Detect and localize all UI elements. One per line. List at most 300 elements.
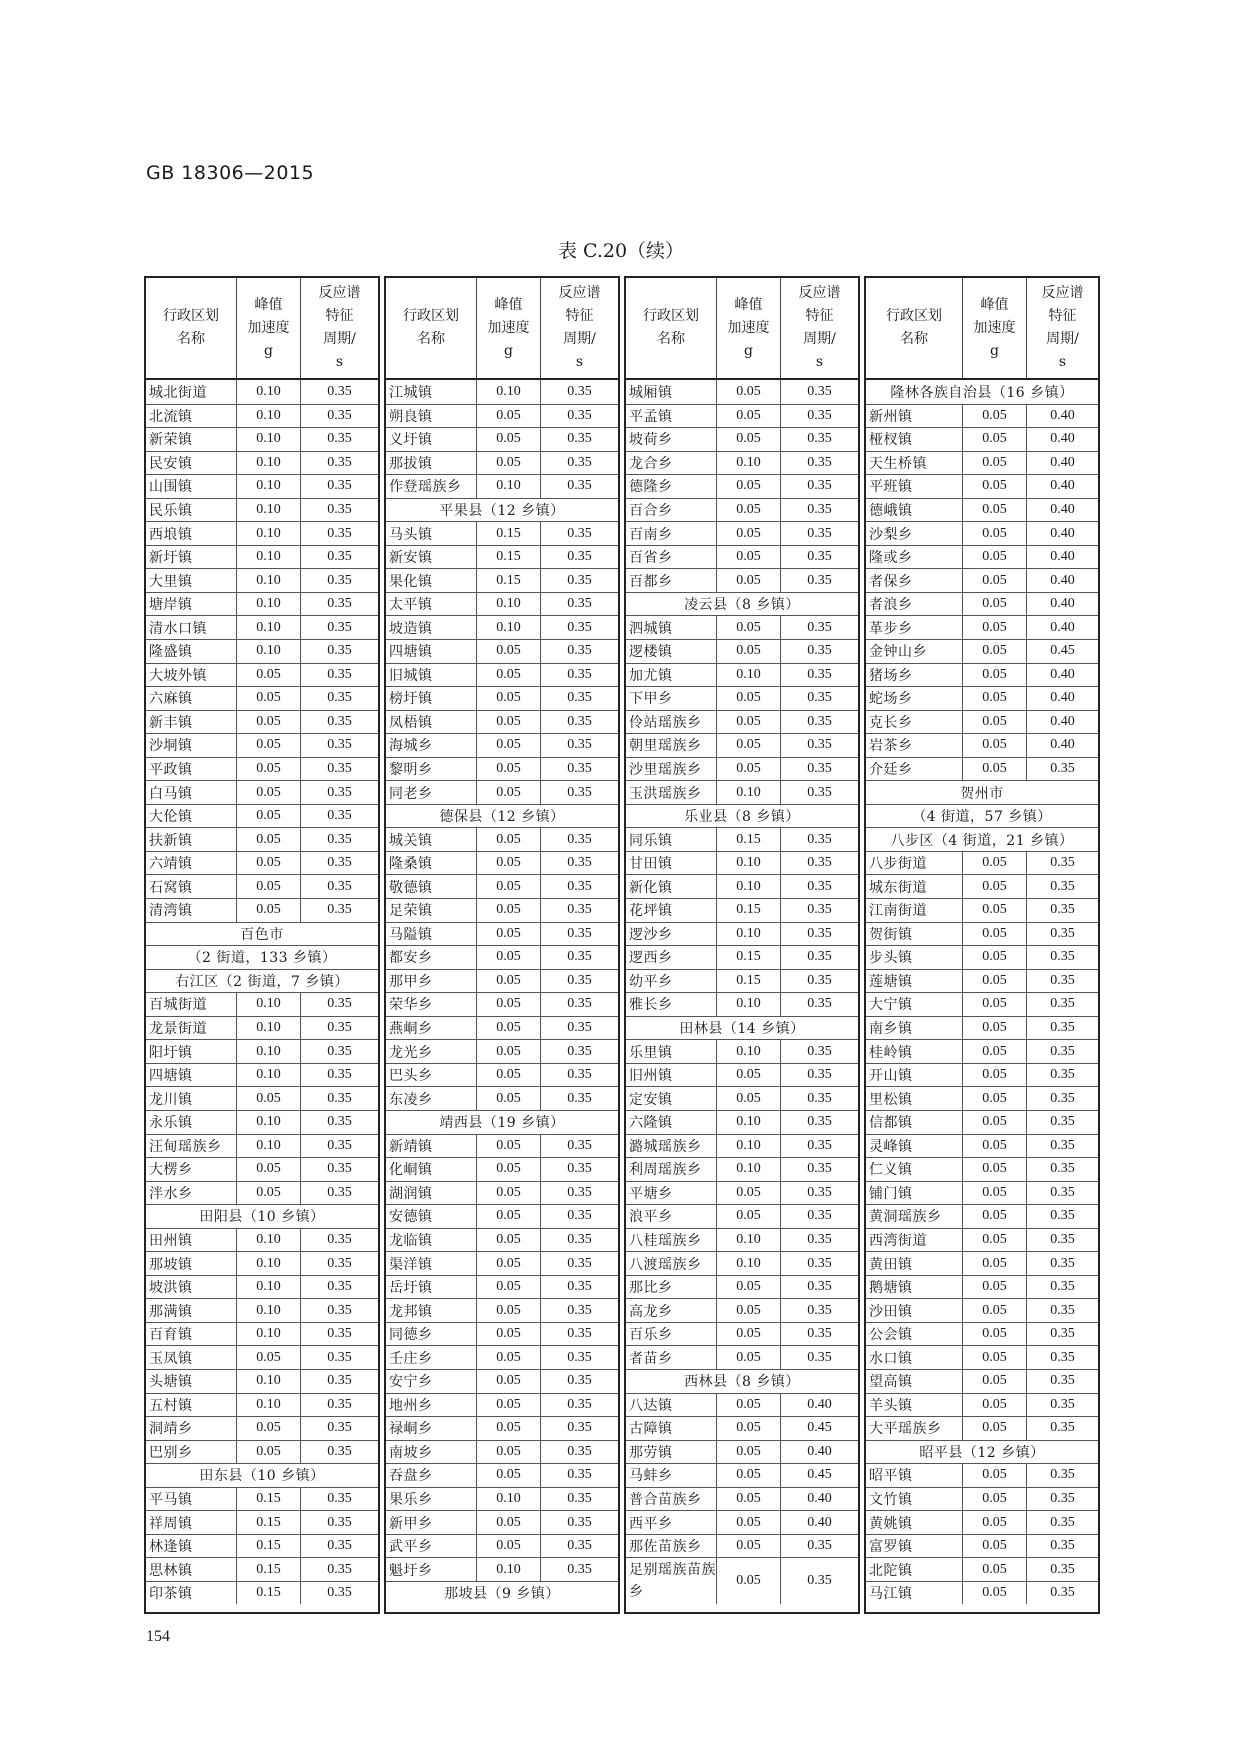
spectrum-period-value: 0.35 bbox=[540, 1040, 618, 1063]
town-name: 玉洪瑶族乡 bbox=[629, 785, 702, 802]
table-title: 表 C.20（续） bbox=[557, 240, 685, 262]
spectrum-period-value: 0.35 bbox=[540, 1535, 618, 1558]
region-group-label: （2 街道，133 乡镇） bbox=[187, 950, 337, 967]
town-name: 望高镇 bbox=[869, 1374, 913, 1391]
peak-acceleration-value: 0.15 bbox=[236, 1558, 300, 1581]
peak-acceleration-value: 0.05 bbox=[716, 1488, 780, 1511]
peak-acceleration-value: 0.05 bbox=[962, 1299, 1026, 1322]
peak-acceleration-value: 0.05 bbox=[236, 758, 300, 781]
peak-acceleration-value: 0.05 bbox=[716, 758, 780, 781]
spectrum-period-value: 0.35 bbox=[780, 1205, 858, 1228]
town-name: 壬庄乡 bbox=[389, 1350, 433, 1367]
table-row bbox=[146, 404, 378, 428]
town-name: 高龙乡 bbox=[629, 1303, 673, 1320]
town-name: 北陀镇 bbox=[869, 1562, 913, 1579]
table-row bbox=[626, 1534, 858, 1558]
table-row bbox=[866, 451, 1098, 475]
town-name: 平班镇 bbox=[869, 479, 913, 496]
spectrum-period-value: 0.35 bbox=[780, 428, 858, 451]
spectrum-period-value: 0.35 bbox=[780, 664, 858, 687]
table-row bbox=[626, 969, 858, 993]
table-row bbox=[626, 451, 858, 475]
table-row bbox=[386, 992, 618, 1016]
peak-acceleration-value: 0.05 bbox=[962, 569, 1026, 592]
spectrum-period-value: 0.35 bbox=[1026, 1087, 1098, 1110]
peak-acceleration-value: 0.05 bbox=[476, 1511, 540, 1534]
peak-acceleration-value: 0.05 bbox=[476, 1158, 540, 1181]
town-name: 下甲乡 bbox=[629, 691, 673, 708]
table-row bbox=[866, 1086, 1098, 1110]
region-group-row bbox=[626, 1369, 858, 1393]
table-body bbox=[624, 380, 860, 1614]
peak-acceleration-value: 0.05 bbox=[236, 805, 300, 828]
town-name: 花坪镇 bbox=[629, 903, 673, 920]
table-body bbox=[384, 380, 620, 1614]
town-name: 朝里瑶族乡 bbox=[629, 738, 702, 755]
spectrum-period-value: 0.40 bbox=[1026, 687, 1098, 710]
table-row bbox=[866, 1557, 1098, 1581]
peak-acceleration-value: 0.05 bbox=[716, 499, 780, 522]
header-admin-name: 行政区划 名称 bbox=[403, 308, 459, 347]
spectrum-period-value: 0.35 bbox=[1026, 1535, 1098, 1558]
table-row bbox=[626, 1393, 858, 1417]
peak-acceleration-value: 0.05 bbox=[716, 1276, 780, 1299]
spectrum-period-value: 0.35 bbox=[780, 1158, 858, 1181]
spectrum-period-value: 0.35 bbox=[300, 640, 378, 663]
town-name: 同老乡 bbox=[389, 785, 433, 802]
table-row bbox=[626, 780, 858, 804]
table-row bbox=[146, 757, 378, 781]
table-row bbox=[626, 1063, 858, 1087]
town-name: 义圩镇 bbox=[389, 432, 433, 449]
spectrum-period-value: 0.35 bbox=[1026, 1229, 1098, 1252]
town-name: 开山镇 bbox=[869, 1068, 913, 1085]
table-row bbox=[626, 1298, 858, 1322]
town-name: 洞靖乡 bbox=[149, 1421, 193, 1438]
table-row bbox=[146, 663, 378, 687]
peak-acceleration-value: 0.05 bbox=[476, 1205, 540, 1228]
spectrum-period-value: 0.35 bbox=[780, 758, 858, 781]
spectrum-period-value: 0.35 bbox=[540, 428, 618, 451]
peak-acceleration-value: 0.05 bbox=[962, 1252, 1026, 1275]
table-row bbox=[866, 1534, 1098, 1558]
table-row bbox=[146, 1110, 378, 1134]
town-name: 化峒镇 bbox=[389, 1162, 433, 1179]
town-name: 龙景街道 bbox=[149, 1021, 207, 1038]
town-name: 敬德镇 bbox=[389, 879, 433, 896]
town-name: 蛇场乡 bbox=[869, 691, 913, 708]
peak-acceleration-value: 0.05 bbox=[962, 1535, 1026, 1558]
table-row bbox=[146, 1134, 378, 1158]
town-name: 沙垌镇 bbox=[149, 738, 193, 755]
town-name: 莲塘镇 bbox=[869, 973, 913, 990]
spectrum-period-value: 0.35 bbox=[1026, 1511, 1098, 1534]
peak-acceleration-value: 0.05 bbox=[476, 828, 540, 851]
table-row bbox=[866, 922, 1098, 946]
town-name: 那拔镇 bbox=[389, 455, 433, 472]
spectrum-period-value: 0.35 bbox=[1026, 899, 1098, 922]
spectrum-period-value: 0.35 bbox=[780, 546, 858, 569]
region-group-row bbox=[626, 1016, 858, 1040]
table-row bbox=[146, 1581, 378, 1605]
town-name: 足别瑶族苗族乡 bbox=[629, 1562, 716, 1601]
table-row bbox=[626, 1228, 858, 1252]
table-row bbox=[626, 1416, 858, 1440]
spectrum-period-value: 0.35 bbox=[300, 1252, 378, 1275]
town-name: 龙合乡 bbox=[629, 455, 673, 472]
spectrum-period-value: 0.35 bbox=[540, 616, 618, 639]
town-name: 那满镇 bbox=[149, 1303, 193, 1320]
spectrum-period-value: 0.35 bbox=[540, 734, 618, 757]
table-row bbox=[146, 686, 378, 710]
peak-acceleration-value: 0.05 bbox=[476, 923, 540, 946]
spectrum-period-value: 0.35 bbox=[780, 1135, 858, 1158]
town-name: 平马镇 bbox=[149, 1491, 193, 1508]
peak-acceleration-value: 0.05 bbox=[716, 428, 780, 451]
peak-acceleration-value: 0.05 bbox=[962, 923, 1026, 946]
peak-acceleration-value: 0.10 bbox=[236, 1370, 300, 1393]
town-name: 阳圩镇 bbox=[149, 1044, 193, 1061]
town-name: 灵峰镇 bbox=[869, 1138, 913, 1155]
table-row bbox=[386, 827, 618, 851]
spectrum-period-value: 0.35 bbox=[780, 405, 858, 428]
table-row bbox=[146, 898, 378, 922]
spectrum-period-value: 0.35 bbox=[780, 923, 858, 946]
peak-acceleration-value: 0.10 bbox=[476, 616, 540, 639]
spectrum-period-value: 0.40 bbox=[1026, 452, 1098, 475]
peak-acceleration-value: 0.05 bbox=[962, 1229, 1026, 1252]
spectrum-period-value: 0.35 bbox=[1026, 1370, 1098, 1393]
spectrum-period-value: 0.35 bbox=[300, 475, 378, 498]
peak-acceleration-value: 0.05 bbox=[476, 1394, 540, 1417]
spectrum-period-value: 0.35 bbox=[540, 569, 618, 592]
standard-code: GB 18306—2015 bbox=[146, 162, 315, 184]
table-row bbox=[866, 1157, 1098, 1181]
town-name: 者保乡 bbox=[869, 573, 913, 590]
table-row bbox=[146, 1063, 378, 1087]
region-group-row bbox=[386, 498, 618, 522]
town-name: 魁圩乡 bbox=[389, 1562, 433, 1579]
table-row bbox=[386, 1369, 618, 1393]
spectrum-period-value: 0.35 bbox=[1026, 1111, 1098, 1134]
peak-acceleration-value: 0.10 bbox=[716, 923, 780, 946]
peak-acceleration-value: 0.05 bbox=[716, 1323, 780, 1346]
table-row bbox=[626, 427, 858, 451]
town-name: 浪平乡 bbox=[629, 1209, 673, 1226]
peak-acceleration-value: 0.10 bbox=[236, 452, 300, 475]
table-row bbox=[386, 451, 618, 475]
table-header bbox=[624, 276, 860, 380]
table-row bbox=[386, 945, 618, 969]
peak-acceleration-value: 0.05 bbox=[962, 1582, 1026, 1605]
town-name: 思林镇 bbox=[149, 1562, 193, 1579]
spectrum-period-value: 0.35 bbox=[300, 1087, 378, 1110]
town-name: 百省乡 bbox=[629, 550, 673, 567]
table-row bbox=[626, 1110, 858, 1134]
peak-acceleration-value: 0.05 bbox=[476, 1087, 540, 1110]
spectrum-period-value: 0.35 bbox=[300, 1582, 378, 1605]
town-name: 大坡外镇 bbox=[149, 667, 207, 684]
peak-acceleration-value: 0.05 bbox=[236, 828, 300, 851]
spectrum-period-value: 0.35 bbox=[1026, 1346, 1098, 1369]
peak-acceleration-value: 0.05 bbox=[962, 1323, 1026, 1346]
spectrum-period-value: 0.35 bbox=[540, 405, 618, 428]
peak-acceleration-value: 0.05 bbox=[476, 1276, 540, 1299]
table-row bbox=[626, 1086, 858, 1110]
spectrum-period-value: 0.35 bbox=[540, 970, 618, 993]
spectrum-period-value: 0.35 bbox=[540, 664, 618, 687]
spectrum-period-value: 0.35 bbox=[540, 1370, 618, 1393]
peak-acceleration-value: 0.05 bbox=[962, 1276, 1026, 1299]
table-row bbox=[146, 804, 378, 828]
town-name: 马江镇 bbox=[869, 1586, 913, 1603]
spectrum-period-value: 0.45 bbox=[780, 1464, 858, 1487]
peak-acceleration-value: 0.05 bbox=[236, 1158, 300, 1181]
town-name: 龙川镇 bbox=[149, 1091, 193, 1108]
peak-acceleration-value: 0.05 bbox=[476, 1535, 540, 1558]
spectrum-period-value: 0.35 bbox=[1026, 1182, 1098, 1205]
peak-acceleration-value: 0.05 bbox=[962, 593, 1026, 616]
town-name: 海城乡 bbox=[389, 738, 433, 755]
table-row bbox=[866, 615, 1098, 639]
town-name: 者苗乡 bbox=[629, 1350, 673, 1367]
spectrum-period-value: 0.35 bbox=[540, 946, 618, 969]
header-admin-name: 行政区划 名称 bbox=[163, 308, 219, 347]
town-name: 平塘乡 bbox=[629, 1185, 673, 1202]
town-name: 那比乡 bbox=[629, 1280, 673, 1297]
spectrum-period-value: 0.35 bbox=[540, 899, 618, 922]
region-group-label: 靖西县（19 乡镇） bbox=[439, 1115, 565, 1132]
peak-acceleration-value: 0.15 bbox=[236, 1535, 300, 1558]
peak-acceleration-value: 0.05 bbox=[476, 1441, 540, 1464]
peak-acceleration-value: 0.05 bbox=[962, 428, 1026, 451]
town-name: 印茶镇 bbox=[149, 1586, 193, 1603]
table-row bbox=[626, 733, 858, 757]
spectrum-period-value: 0.40 bbox=[1026, 499, 1098, 522]
town-name: 那坡镇 bbox=[149, 1256, 193, 1273]
table-row bbox=[626, 615, 858, 639]
spectrum-period-value: 0.35 bbox=[540, 1299, 618, 1322]
town-name: 山围镇 bbox=[149, 479, 193, 496]
town-name: 潞城瑶族乡 bbox=[629, 1138, 702, 1155]
spectrum-period-value: 0.35 bbox=[780, 687, 858, 710]
town-name: 信都镇 bbox=[869, 1115, 913, 1132]
town-name: 东凌乡 bbox=[389, 1091, 433, 1108]
spectrum-period-value: 0.35 bbox=[300, 993, 378, 1016]
town-name: 雅长乡 bbox=[629, 997, 673, 1014]
town-name: 北流镇 bbox=[149, 408, 193, 425]
peak-acceleration-value: 0.05 bbox=[236, 781, 300, 804]
region-group-label: 田东县（10 乡镇） bbox=[199, 1468, 325, 1485]
peak-acceleration-value: 0.05 bbox=[476, 1064, 540, 1087]
spectrum-period-value: 0.35 bbox=[300, 452, 378, 475]
spectrum-period-value: 0.35 bbox=[1026, 1252, 1098, 1275]
spectrum-period-value: 0.35 bbox=[780, 1252, 858, 1275]
region-group-row bbox=[386, 804, 618, 828]
spectrum-period-value: 0.35 bbox=[780, 640, 858, 663]
table-row bbox=[146, 1345, 378, 1369]
peak-acceleration-value: 0.05 bbox=[476, 781, 540, 804]
peak-acceleration-value: 0.05 bbox=[716, 640, 780, 663]
town-name: 永乐镇 bbox=[149, 1115, 193, 1132]
town-name: 马头镇 bbox=[389, 526, 433, 543]
town-name: 桠杈镇 bbox=[869, 432, 913, 449]
spectrum-period-value: 0.35 bbox=[300, 1135, 378, 1158]
peak-acceleration-value: 0.05 bbox=[476, 405, 540, 428]
table-row bbox=[866, 945, 1098, 969]
peak-acceleration-value: 0.10 bbox=[716, 852, 780, 875]
town-name: 安宁乡 bbox=[389, 1374, 433, 1391]
table-header bbox=[384, 276, 620, 380]
town-name: 吞盘乡 bbox=[389, 1468, 433, 1485]
spectrum-period-value: 0.35 bbox=[300, 405, 378, 428]
spectrum-period-value: 0.35 bbox=[300, 899, 378, 922]
town-name: 沙田镇 bbox=[869, 1303, 913, 1320]
spectrum-period-value: 0.35 bbox=[540, 1252, 618, 1275]
spectrum-period-value: 0.35 bbox=[540, 380, 618, 404]
spectrum-period-value: 0.35 bbox=[540, 1394, 618, 1417]
table-row bbox=[626, 1487, 858, 1511]
spectrum-period-value: 0.35 bbox=[540, 1441, 618, 1464]
spectrum-period-value: 0.35 bbox=[300, 593, 378, 616]
spectrum-period-value: 0.35 bbox=[540, 1229, 618, 1252]
spectrum-period-value: 0.40 bbox=[1026, 711, 1098, 734]
spectrum-period-value: 0.35 bbox=[1026, 1158, 1098, 1181]
town-name: 城东街道 bbox=[869, 879, 927, 896]
town-name: 马隘镇 bbox=[389, 926, 433, 943]
region-group-label: 田林县（14 乡镇） bbox=[679, 1021, 805, 1038]
peak-acceleration-value: 0.10 bbox=[236, 522, 300, 545]
table-row bbox=[626, 1251, 858, 1275]
town-name: 湖润镇 bbox=[389, 1185, 433, 1202]
peak-acceleration-value: 0.05 bbox=[476, 1346, 540, 1369]
town-name: 扶新镇 bbox=[149, 832, 193, 849]
peak-acceleration-value: 0.05 bbox=[716, 475, 780, 498]
peak-acceleration-value: 0.05 bbox=[476, 1040, 540, 1063]
peak-acceleration-value: 0.05 bbox=[236, 687, 300, 710]
peak-acceleration-value: 0.05 bbox=[716, 1064, 780, 1087]
peak-acceleration-value: 0.10 bbox=[716, 781, 780, 804]
peak-acceleration-value: 0.10 bbox=[716, 1229, 780, 1252]
spectrum-period-value: 0.40 bbox=[1026, 475, 1098, 498]
peak-acceleration-value: 0.10 bbox=[236, 1276, 300, 1299]
spectrum-period-value: 0.35 bbox=[540, 1276, 618, 1299]
table-row bbox=[866, 1463, 1098, 1487]
spectrum-period-value: 0.35 bbox=[300, 1535, 378, 1558]
peak-acceleration-value: 0.15 bbox=[236, 1582, 300, 1605]
spectrum-period-value: 0.40 bbox=[780, 1511, 858, 1534]
town-name: 猪场乡 bbox=[869, 667, 913, 684]
spectrum-period-value: 0.35 bbox=[780, 1087, 858, 1110]
table-row bbox=[386, 1393, 618, 1417]
table-row bbox=[626, 663, 858, 687]
peak-acceleration-value: 0.05 bbox=[962, 993, 1026, 1016]
spectrum-period-value: 0.35 bbox=[780, 522, 858, 545]
spectrum-period-value: 0.40 bbox=[1026, 569, 1098, 592]
peak-acceleration-value: 0.10 bbox=[716, 664, 780, 687]
spectrum-period-value: 0.35 bbox=[540, 1205, 618, 1228]
peak-acceleration-value: 0.15 bbox=[716, 828, 780, 851]
peak-acceleration-value: 0.05 bbox=[716, 687, 780, 710]
spectrum-period-value: 0.35 bbox=[300, 1346, 378, 1369]
peak-acceleration-value: 0.05 bbox=[962, 687, 1026, 710]
table-row bbox=[386, 380, 618, 404]
town-name: 古障镇 bbox=[629, 1421, 673, 1438]
spectrum-period-value: 0.40 bbox=[1026, 546, 1098, 569]
table-row bbox=[866, 1204, 1098, 1228]
town-name: 民乐镇 bbox=[149, 503, 193, 519]
table-row bbox=[626, 827, 858, 851]
table-block-4 bbox=[864, 276, 1100, 1614]
table-row bbox=[866, 568, 1098, 592]
peak-acceleration-value: 0.05 bbox=[476, 640, 540, 663]
spectrum-period-value: 0.35 bbox=[780, 946, 858, 969]
town-name: 六麻镇 bbox=[149, 691, 193, 708]
header-peak-acceleration: 峰值 加速度 g bbox=[962, 278, 1026, 378]
spectrum-period-value: 0.35 bbox=[540, 875, 618, 898]
table-row bbox=[386, 1157, 618, 1181]
town-name: 城北街道 bbox=[149, 384, 207, 401]
town-name: 羊头镇 bbox=[869, 1397, 913, 1414]
town-name: 黄姚镇 bbox=[869, 1515, 913, 1532]
spectrum-period-value: 0.35 bbox=[780, 1558, 858, 1604]
table-row bbox=[386, 780, 618, 804]
town-name: 五村镇 bbox=[149, 1397, 193, 1414]
spectrum-period-value: 0.40 bbox=[780, 1441, 858, 1464]
spectrum-period-value: 0.35 bbox=[540, 522, 618, 545]
peak-acceleration-value: 0.10 bbox=[236, 1040, 300, 1063]
spectrum-period-value: 0.35 bbox=[540, 687, 618, 710]
table-row bbox=[146, 451, 378, 475]
table-row bbox=[146, 733, 378, 757]
peak-acceleration-value: 0.10 bbox=[236, 1299, 300, 1322]
town-name: 朔良镇 bbox=[389, 408, 433, 425]
town-name: 贺街镇 bbox=[869, 926, 913, 943]
peak-acceleration-value: 0.05 bbox=[716, 1299, 780, 1322]
table-row bbox=[626, 474, 858, 498]
peak-acceleration-value: 0.10 bbox=[236, 1111, 300, 1134]
table-block-3 bbox=[624, 276, 860, 1614]
spectrum-period-value: 0.35 bbox=[300, 1276, 378, 1299]
region-group-label: 西林县（8 乡镇） bbox=[684, 1374, 800, 1391]
table-row bbox=[146, 521, 378, 545]
town-name: 江城镇 bbox=[389, 384, 433, 401]
peak-acceleration-value: 0.05 bbox=[962, 1182, 1026, 1205]
region-group-label: 八步区（4 街道，21 乡镇） bbox=[890, 832, 1074, 849]
table-row bbox=[626, 1039, 858, 1063]
town-name: 白马镇 bbox=[149, 785, 193, 802]
region-group-row bbox=[146, 945, 378, 969]
spectrum-period-value: 0.35 bbox=[300, 569, 378, 592]
table-row bbox=[866, 498, 1098, 522]
table-row bbox=[386, 1228, 618, 1252]
spectrum-period-value: 0.35 bbox=[300, 499, 378, 522]
town-name: 龙临镇 bbox=[389, 1232, 433, 1249]
spectrum-period-value: 0.35 bbox=[540, 993, 618, 1016]
spectrum-period-value: 0.35 bbox=[300, 805, 378, 828]
town-name: 四塘镇 bbox=[389, 644, 433, 661]
table-row bbox=[626, 922, 858, 946]
spectrum-period-value: 0.35 bbox=[1026, 946, 1098, 969]
header-peak-acceleration: 峰值 加速度 g bbox=[716, 278, 780, 378]
table-row bbox=[866, 545, 1098, 569]
table-row bbox=[626, 757, 858, 781]
town-name: 德隆乡 bbox=[629, 479, 673, 496]
table-row bbox=[146, 615, 378, 639]
table-row bbox=[386, 568, 618, 592]
peak-acceleration-value: 0.05 bbox=[962, 711, 1026, 734]
spectrum-period-value: 0.35 bbox=[780, 828, 858, 851]
